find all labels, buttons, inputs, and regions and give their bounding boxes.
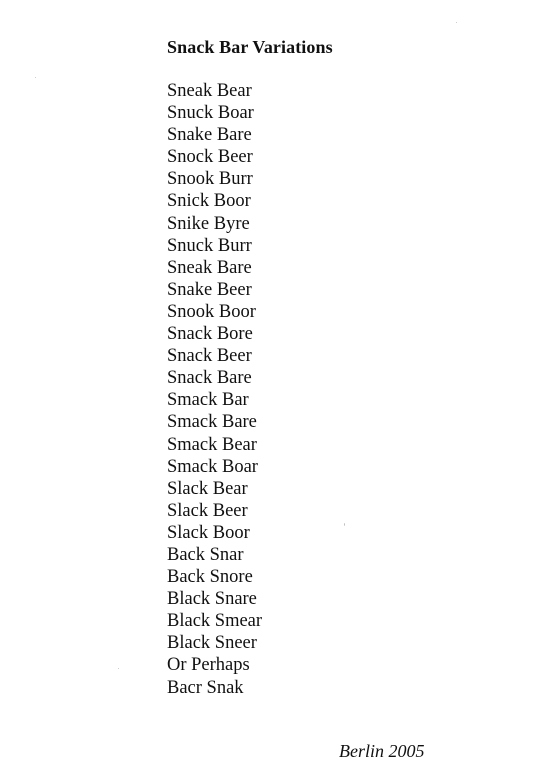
- list-item: Slack Bear: [167, 478, 248, 499]
- list-item: Smack Bar: [167, 390, 249, 411]
- list-item: Snick Boor: [167, 191, 251, 212]
- list-item: Snuck Boar: [167, 103, 254, 124]
- list-item: Black Snare: [167, 589, 257, 610]
- document-title: Snack Bar Variations: [167, 37, 333, 57]
- list-item: Snack Bore: [167, 324, 253, 345]
- list-item: Or Perhaps: [167, 655, 250, 676]
- list-item: Bacr Snak: [167, 677, 244, 698]
- list-item: Snake Beer: [167, 279, 252, 300]
- list-item: Slack Boor: [167, 522, 250, 543]
- list-item: Slack Beer: [167, 500, 248, 521]
- list-item: Smack Bear: [167, 434, 257, 455]
- list-item: Back Snore: [167, 567, 253, 588]
- list-item: Black Smear: [167, 611, 263, 632]
- list-item: Snake Bare: [167, 125, 252, 146]
- scan-speck: [35, 77, 36, 78]
- list-item: Back Snar: [167, 544, 244, 565]
- list-item: Sneak Bare: [167, 257, 252, 278]
- list-item: Snock Beer: [167, 147, 253, 168]
- variation-list: [167, 80, 262, 699]
- scan-speck: [456, 22, 457, 23]
- list-item: Snuck Burr: [167, 235, 252, 256]
- list-item: Smack Bare: [167, 412, 257, 433]
- scan-speck: [118, 668, 119, 669]
- list-item: Snike Byre: [167, 213, 250, 234]
- list-item: Snook Burr: [167, 169, 253, 190]
- list-item: Snook Boor: [167, 301, 256, 322]
- list-item: Sneak Bear: [167, 81, 252, 101]
- signature: Berlin 2005: [339, 741, 425, 761]
- scan-speck: [344, 523, 345, 526]
- list-item: Snack Beer: [167, 346, 252, 367]
- list-item: Smack Boar: [167, 456, 258, 477]
- list-item: Black Sneer: [167, 633, 257, 654]
- list-item: Snack Bare: [167, 368, 252, 389]
